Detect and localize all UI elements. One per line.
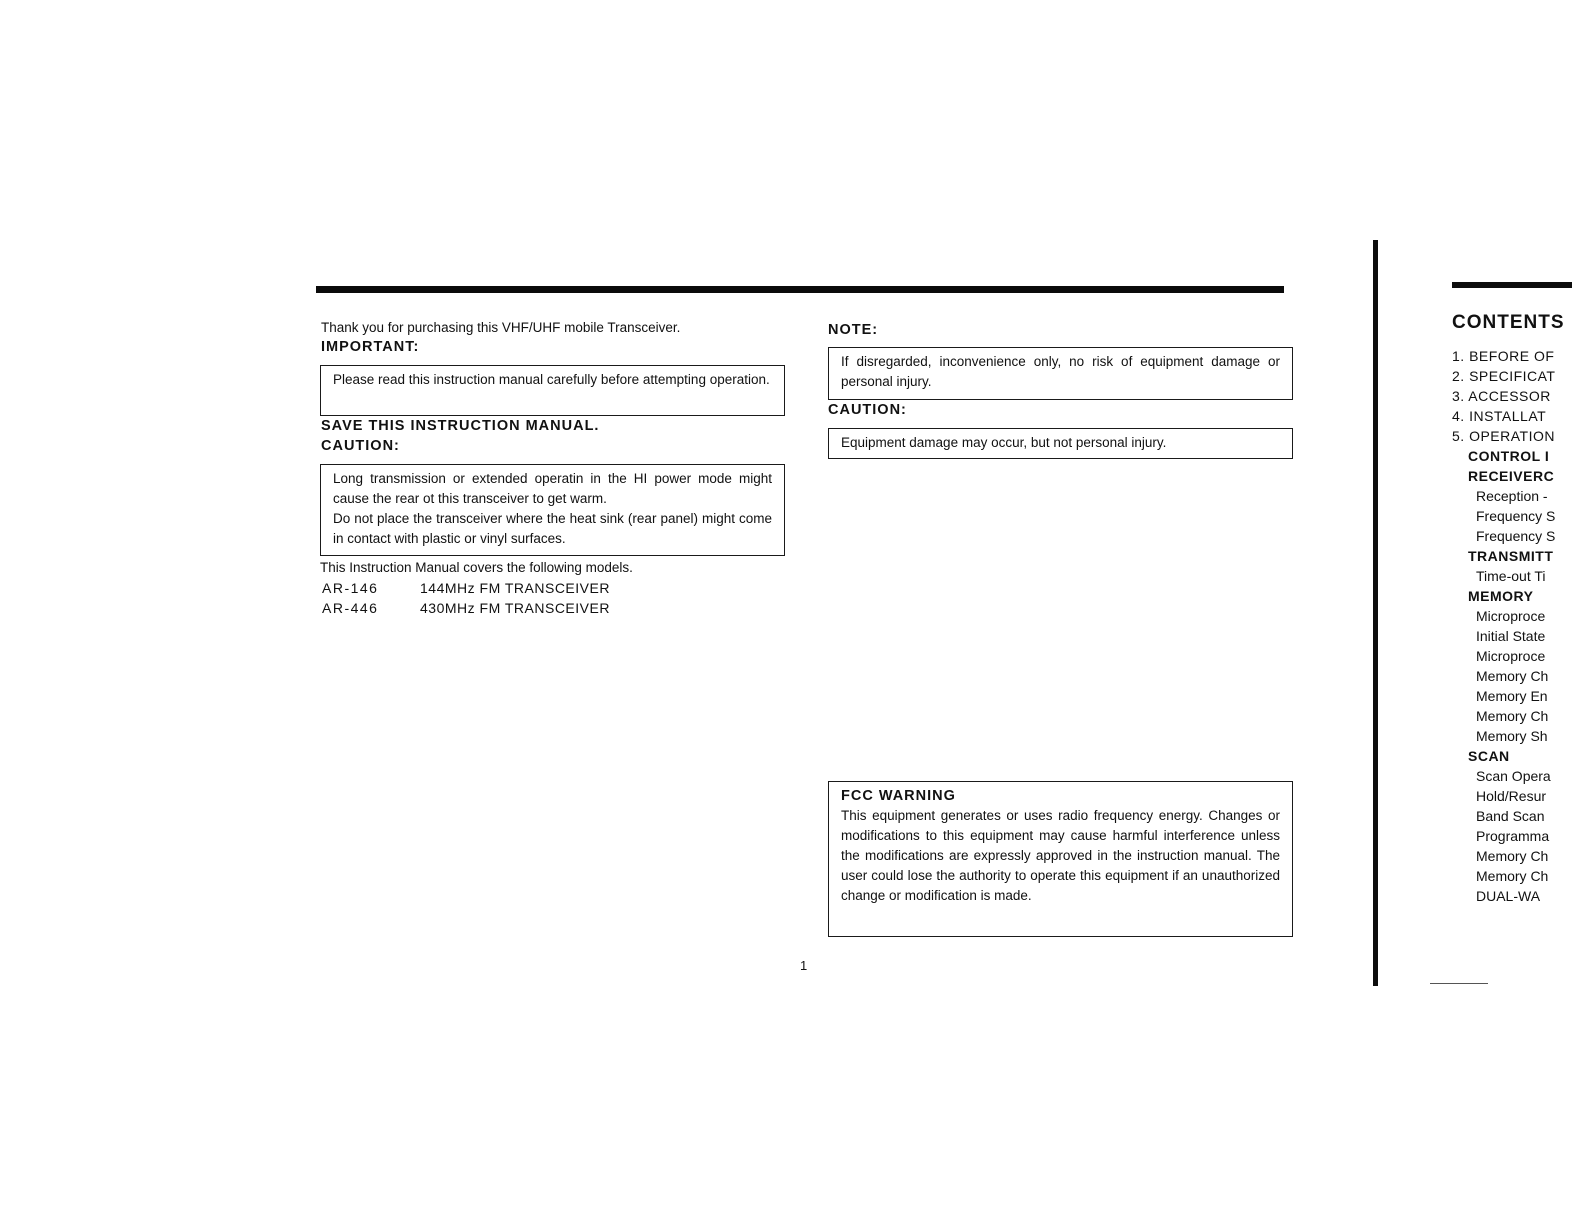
caution-box-text-2: Do not place the transceiver where the heat sink (rear panel) might come in contact with plastic or vinyl surfaces. bbox=[333, 511, 772, 546]
toc-item: Frequency S bbox=[1476, 508, 1556, 524]
caution2-box bbox=[828, 428, 1293, 459]
fcc-heading: FCC WARNING bbox=[841, 788, 956, 804]
toc-item: Microproce bbox=[1476, 648, 1546, 664]
toc-item: SCAN bbox=[1468, 748, 1510, 764]
toc-item: 1. BEFORE OF bbox=[1452, 348, 1555, 364]
contents-rule bbox=[1452, 282, 1572, 288]
contents-page bbox=[1452, 240, 1565, 1000]
models-intro: This Instruction Manual covers the following models. bbox=[320, 560, 633, 575]
models-list bbox=[322, 578, 610, 618]
note-heading: NOTE: bbox=[828, 322, 879, 338]
contents-title: CONTENTS bbox=[1452, 312, 1565, 333]
toc-item: Memory En bbox=[1476, 688, 1548, 704]
caution2-box-text: Equipment damage may occur, but not personal injury. bbox=[841, 435, 1167, 450]
caution-heading: CAUTION: bbox=[321, 438, 400, 454]
toc-item: Band Scan bbox=[1476, 808, 1545, 824]
save-manual-heading: SAVE THIS INSTRUCTION MANUAL. bbox=[321, 418, 600, 434]
toc-item: 2. SPECIFICAT bbox=[1452, 368, 1556, 384]
toc-item: RECEIVERC bbox=[1468, 468, 1555, 484]
toc-item: Microproce bbox=[1476, 608, 1546, 624]
caution-box-text-1: Long transmission or extended operatin in the HI power mode might cause the rear ot this transceiver to get warm. bbox=[333, 471, 772, 506]
toc-item: Memory Ch bbox=[1476, 868, 1549, 884]
toc-item: Frequency S bbox=[1476, 528, 1556, 544]
toc-item: DUAL-WA bbox=[1476, 888, 1541, 904]
note-box bbox=[828, 347, 1293, 400]
toc-list bbox=[1452, 346, 1555, 906]
toc-item: Memory Sh bbox=[1476, 728, 1548, 744]
caution2-heading: CAUTION: bbox=[828, 402, 907, 418]
intro-text: Thank you for purchasing this VHF/UHF mobile Transceiver. bbox=[321, 320, 681, 335]
toc-item: Hold/Resur bbox=[1476, 788, 1547, 804]
toc-item: MEMORY bbox=[1468, 588, 1534, 604]
toc-item: 4. INSTALLAT bbox=[1452, 408, 1547, 424]
toc-item: Time-out Ti bbox=[1476, 568, 1546, 584]
toc-item: Memory Ch bbox=[1476, 848, 1549, 864]
model-desc: 430MHz FM TRANSCEIVER bbox=[420, 600, 610, 616]
model-row bbox=[322, 598, 610, 618]
model-row bbox=[322, 578, 610, 598]
toc-item: Memory Ch bbox=[1476, 708, 1549, 724]
toc-item: Initial State bbox=[1476, 628, 1546, 644]
toc-item: 5. OPERATION bbox=[1452, 428, 1555, 444]
page-divider bbox=[1373, 240, 1378, 986]
caution-box bbox=[320, 464, 785, 556]
toc-item: 3. ACCESSOR bbox=[1452, 388, 1551, 404]
toc-item: TRANSMITT bbox=[1468, 548, 1554, 564]
scan-artifact-line bbox=[1430, 983, 1488, 984]
fcc-warning-box bbox=[828, 781, 1293, 937]
page-number: 1 bbox=[800, 958, 808, 973]
toc-item: Reception - bbox=[1476, 488, 1548, 504]
top-rule bbox=[316, 286, 1284, 293]
important-heading: IMPORTANT: bbox=[321, 339, 420, 355]
important-box bbox=[320, 365, 785, 416]
important-box-text: Please read this instruction manual carefully before attempting operation. bbox=[333, 372, 770, 387]
fcc-text: This equipment generates or uses radio frequency energy. Changes or modifications to this equipment may cause harmful interference unless the modifications are expressly approved in the instruction manual. The user could lose the authority to operate this equipment if an unauthorized change or modification is made. bbox=[841, 808, 1280, 903]
model-id: AR-146 bbox=[322, 580, 379, 596]
model-desc: 144MHz FM TRANSCEIVER bbox=[420, 580, 610, 596]
toc-item: Scan Opera bbox=[1476, 768, 1551, 784]
note-box-text: If disregarded, inconvenience only, no risk of equipment damage or personal injury. bbox=[841, 354, 1280, 389]
toc-item: CONTROL I bbox=[1468, 448, 1550, 464]
toc-item: Memory Ch bbox=[1476, 668, 1549, 684]
toc-item: Programma bbox=[1476, 828, 1550, 844]
model-id: AR-446 bbox=[322, 600, 379, 616]
